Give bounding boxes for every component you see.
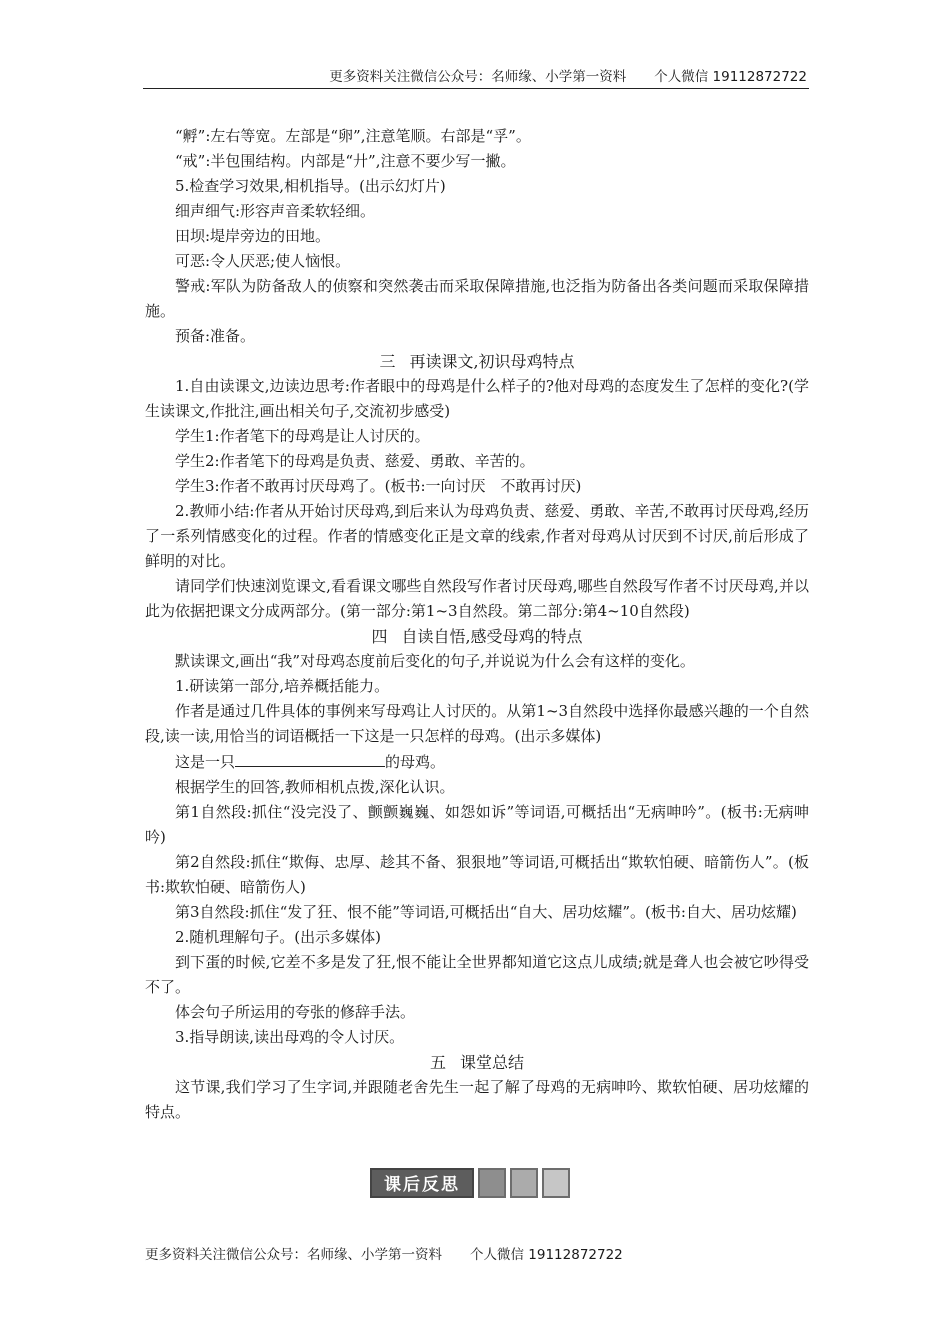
paragraph: 作者是通过几件具体的事例来写母鸡让人讨厌的。从第1~3自然段中选择你最感兴趣的一个自然段,读一读,用恰当的词语概括一下这是一只怎样的母鸡。(出示多媒体) — [145, 702, 809, 745]
fill-suffix: 的母鸡。 — [385, 753, 446, 771]
paragraph: 请同学们快速浏览课文,看看课文哪些自然段写作者讨厌母鸡,哪些自然段写作者不讨厌母鸡,并以此为依据把课文分成两部分。(第一部分:第1~3自然段。第二部分:第4~10自然段) — [145, 577, 809, 620]
paragraph: 田坝:堤岸旁边的田地。 — [175, 227, 331, 245]
section-heading-4 — [145, 624, 809, 649]
paragraph: 第1自然段:抓住“没完没了、颤颤巍巍、如怨如诉”等词语,可概括出“无病呻吟”。(板书:无病呻吟) — [145, 803, 809, 846]
header-wechat-text: 个人微信 19112872722 — [654, 69, 807, 85]
footer-source-text: 更多资料关注微信公众号：名师缘、小学第一资料 — [145, 1247, 442, 1263]
paragraph: 第3自然段:抓住“发了狂、恨不能”等词语,可概括出“自大、居功炫耀”。(板书:自大、居功炫耀) — [175, 903, 797, 921]
paragraph: 这节课,我们学习了生字词,并跟随老舍先生一起了解了母鸡的无病呻吟、欺软怕硬、居功炫耀的特点。 — [145, 1078, 809, 1121]
paragraph: 学生1:作者笔下的母鸡是让人讨厌的。 — [175, 427, 430, 445]
paragraph: 学生2:作者笔下的母鸡是负责、慈爱、勇敢、辛苦的。 — [175, 452, 535, 470]
paragraph: 警戒:军队为防备敌人的侦察和突然袭击而采取保障措施,也泛指为防备出各类问题而采取保障措施。 — [145, 277, 809, 320]
paragraph: 默读课文,画出“我”对母鸡态度前后变化的句子,并说说为什么会有这样的变化。 — [175, 652, 695, 670]
reflection-banner — [370, 1168, 570, 1198]
paragraph: 第2自然段:抓住“欺侮、忠厚、趁其不备、狠狠地”等词语,可概括出“欺软怕硬、暗箭伤人”。(板书:欺软怕硬、暗箭伤人) — [145, 853, 809, 896]
page-header — [145, 66, 807, 88]
paragraph: 2.随机理解句子。(出示多媒体) — [175, 928, 382, 946]
section-title: 再读课文,初识母鸡特点 — [409, 352, 575, 371]
section-title: 课堂总结 — [460, 1053, 525, 1072]
footer-wechat-text: 个人微信 19112872722 — [470, 1247, 623, 1263]
paragraph: 1.自由读课文,边读边思考:作者眼中的母鸡是什么样子的?他对母鸡的态度发生了怎样的变化?(学生读课文,作批注,画出相关句子,交流初步感受) — [145, 377, 809, 420]
reflection-banner-label: 课后反思 — [370, 1168, 474, 1198]
paragraph: 体会句子所运用的夸张的修辞手法。 — [175, 1003, 416, 1021]
paragraph: “孵”:左右等宽。左部是“卵”,注意笔顺。右部是“孚”。 — [175, 127, 531, 145]
header-divider — [143, 88, 809, 89]
paragraph: 根据学生的回答,教师相机点拨,深化认识。 — [175, 778, 455, 796]
page-footer — [145, 1244, 623, 1266]
section-number: 四 — [371, 627, 388, 646]
banner-decoration-block — [542, 1168, 570, 1198]
paragraph: 3.指导朗读,读出母鸡的令人讨厌。 — [175, 1028, 405, 1046]
fill-in-blank-line — [145, 749, 809, 775]
paragraph: 到下蛋的时候,它差不多是发了狂,恨不能让全世界都知道它这点儿成绩;就是聋人也会被它吵得受不了。 — [145, 953, 809, 996]
paragraph: 可恶:令人厌恶;使人恼恨。 — [175, 252, 351, 270]
paragraph: 学生3:作者不敢再讨厌母鸡了。(板书:一向讨厌 不敢再讨厌) — [175, 477, 582, 495]
paragraph: “戒”:半包围结构。内部是“廾”,注意不要少写一撇。 — [175, 152, 516, 170]
section-title: 自读自悟,感受母鸡的特点 — [401, 627, 583, 646]
section-number: 三 — [379, 352, 396, 371]
answer-blank[interactable] — [235, 749, 385, 767]
banner-decoration-block — [478, 1168, 506, 1198]
paragraph: 5.检查学习效果,相机指导。(出示幻灯片) — [175, 177, 446, 195]
paragraph: 1.研读第一部分,培养概括能力。 — [175, 677, 390, 695]
document-body — [145, 124, 809, 1125]
paragraph: 2.教师小结:作者从开始讨厌母鸡,到后来认为母鸡负责、慈爱、勇敢、辛苦,不敢再讨厌母鸡,经历了一系列情感变化的过程。作者的情感变化正是文章的线索,作者对母鸡从讨厌到不讨厌,前后形成了鲜明的对比。 — [145, 502, 809, 570]
header-source-text: 更多资料关注微信公众号：名师缘、小学第一资料 — [329, 69, 627, 85]
paragraph: 预备:准备。 — [175, 327, 256, 345]
paragraph: 细声细气:形容声音柔软轻细。 — [175, 202, 376, 220]
section-heading-5 — [145, 1050, 809, 1075]
section-number: 五 — [429, 1053, 446, 1072]
fill-prefix: 这是一只 — [175, 753, 236, 771]
banner-decoration-block — [510, 1168, 538, 1198]
section-heading-3 — [145, 349, 809, 374]
